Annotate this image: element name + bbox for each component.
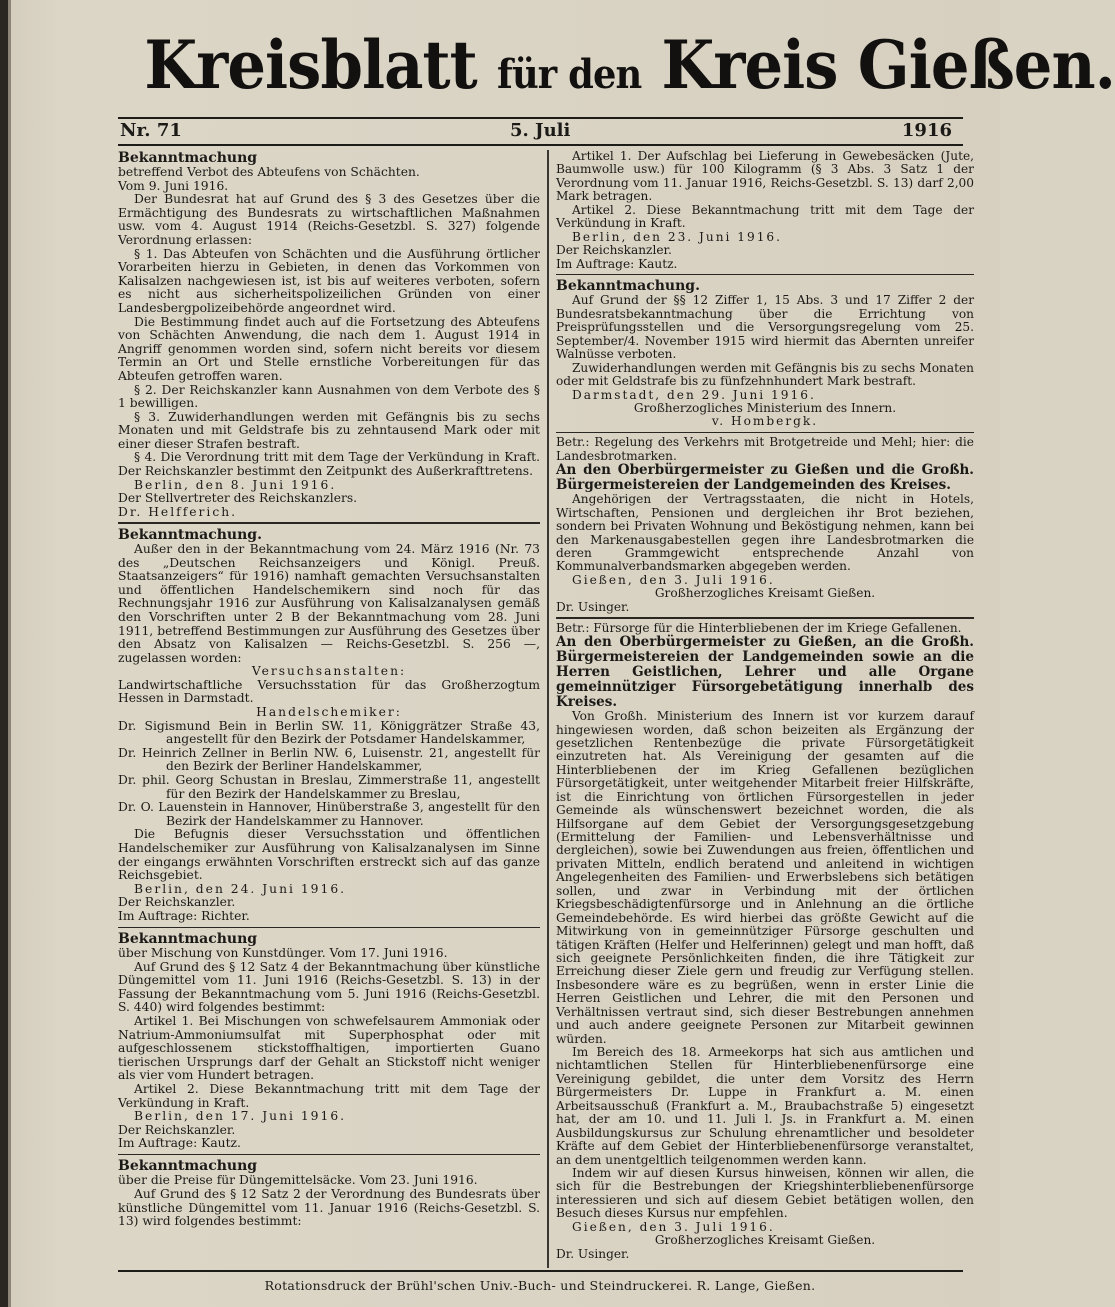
paragraph: Angehörigen der Vertragsstaaten, die nicht in Hotels, Wirtschaften, Pensionen und dergleichen ihr Brot beziehen, sondern bei Privaten Wohnung und Beköstigung nehmen, kann bei den Markenausgabestellen gegen ihre Landesbrotmarken die deren Grammgewicht entsprechende Anzahl von Kommunalverbandsmarken abgegeben werden. [556,492,974,574]
signature-title: Der Reichskanzler. [556,243,672,258]
section-rule [118,1154,540,1156]
signature-name: Dr. Helfferich. [118,504,238,519]
signature-title: Der Reichskanzler. [118,1122,236,1137]
notice-title: Bekanntmachung. [118,526,262,543]
subheading: Handelschemiker: [256,705,402,720]
signature-title: Großherzogliches Ministerium des Innern. [633,400,897,415]
notice-duengemittelsaecke [118,1158,540,1228]
subheading: Versuchsanstalten: [251,664,407,679]
addressee: An den Oberbürgermeister zu Gießen und die Großh. Bürgermeistereien der Landgemeinden des Kreises. [556,462,974,494]
place-date: Berlin, den 8. Juni 1916. [134,477,337,492]
masthead-rule-top [118,117,963,119]
paragraph: Die Befugnis dieser Versuchsstation und öffentlichen Handelschemiker zur Ausführung von Kalisalzanalysen im Sinne der eingangs erwähnten Vorschriften erstreckt sich auf das ganze Reichsgebiet. [118,827,540,883]
notice-subtitle: über die Preise für Düngemittelsäcke. Vom 23. Juni 1916. [118,1173,478,1188]
masthead [144,18,1115,113]
list-item: Dr. Sigismund Bein in Berlin SW. 11, Königgrätzer Straße 43, angestellt für den Bezirk der Potsdamer Handelskammer, [118,718,540,747]
signature-name: Im Auftrage: Kautz. [556,256,678,271]
notice-subtitle: über Mischung von Kunstdünger. Vom 17. Juni 1916. [118,946,448,961]
column-divider [547,150,549,1268]
paragraph: § 3. Zuwiderhandlungen werden mit Gefängnis bis zu sechs Monaten und mit Geldstrafe bis zu zehntausend Mark oder mit einer dieser Strafen bestraft. [118,409,540,451]
paragraph: Die Bestimmung findet auch auf die Fortsetzung des Abteufens von Schächten Anwendung, die nach dem 1. August 1914 in Angriff genommen worden sind, sofern nicht bereits vor diesem Termin an Ort und Stelle ernstliche Vorbereitungen für das Abteufen getroffen waren. [118,314,540,383]
right-column [556,150,974,1261]
paragraph: Auf Grund des § 12 Satz 2 der Verordnung des Bundesrats über künstliche Düngemittel vom 11. Januar 1916 (Reichs-Gesetzbl. S. 13) wird folgendes bestimmt: [118,1187,540,1229]
signature-title: Der Reichskanzler. [118,895,236,910]
paragraph: Im Bereich des 18. Armeekorps hat sich aus amtlichen und nichtamtlichen Stellen für Hinterbliebenenfürsorge eine Vereinigung gebildet, die unter dem Vorsitz des Herrn Bürgermeisters Dr. Luppe in Frankfurt a. M. einen Arbeitsausschuß (Frankfurt a. M., Braubachstraße 5) eingesetzt hat, der am 10. und 11. Juli l. Js. in Frankfurt a. M. einen Ausbildungskursus zur Schulung ehrenamtlicher und besoldeter Kräfte auf dem Gebiet der Hinterbliebenenfürsorge veranstaltet, an dem unentgeltlich teilgenommen werden kann. [556,1045,974,1167]
list-item: Dr. O. Lauenstein in Hannover, Hinüberstraße 3, angestellt für den Bezirk der Handelskammer zu Hannover. [118,800,540,828]
paragraph: Von Großh. Ministerium des Innern ist vor kurzem darauf hingewiesen worden, daß schon beizeiten als Ergänzung der gesetzlichen Rentenbezüge die private Fürsorgetätigkeit einzutreten hat. Als Vereinigung der gesamten auf die Hinterbliebenen der im Krieg Gefallenen bezüglichen Fürsorgetätigkeit, unter weitgehender Mitarbeit freier Hilfskräfte, ist die Einrichtung von örtlichen Fürsorgestellen in jeder Gemeinde als wünschenswert bezeichnet worden, die als Hilfsorgane auf dem Gebiet der Versorgungsgesetzgebung (Ermittelung der Familien- und Lebensverhältnisse und dergleichen), sowie bei Zuwendungen aus freien, öffentlichen und privaten Mitteln, endlich beratend und anleitend in wichtigen Angelegenheiten des Familien- und Erwerbslebens sich betätigen sollen, und zwar in Verbindung mit der örtlichen Kriegsbeschädigtenfürsorge und in Anlehnung an die örtliche Gemeindebehörde. Es wird hierbei das größte Gewicht auf die Mitwirkung von in gemeinnütziger Fürsorge geschulten und tätigen Kräften (Helfer und Helferinnen) gelegt und man hofft, daß sich geeignete Persönlichkeiten finden, die ihre Tätigkeit zur Erreichung dieser Ziele gern und freudig zur Verfügung stellen. Insbesondere wäre es zu begrüßen, wenn in erster Linie die Herren Geistlichen und Lehrer, die mit den Personen und Verhältnissen vertraut sind, sich dieser Bestrebungen annehmen und auch andere geeignete Personen zur Mitarbeit gewinnen würden. [556,709,974,1046]
addressee: An den Oberbürgermeister zu Gießen, an die Großh. Bürgermeistereien der Landgemeinden sowie an die Herren Geistlichen, Lehrer und alle Organe gemeinnütziger Fürsorgebetätigung innerhalb des Kreises. [556,634,974,711]
left-column [118,150,540,1229]
paragraph: Der Bundesrat hat auf Grund des § 3 des Gesetzes über die Ermächtigung des Bundesrats zu wirtschaftlichen Maßnahmen usw. vom 4. August 1914 (Reichs-Gesetzbl. S. 327) folgende Verordnung erlassen: [118,192,540,247]
notice-title: Bekanntmachung [118,931,258,948]
paragraph: Indem wir auf diesen Kursus hinweisen, können wir allen, die sich für die Bestrebungen der Kriegshinterbliebenenfürsorge interessieren und sich auf diesem Gebiet betätigen wollen, den Besuch dieses Kursus nur empfehlen. [556,1165,974,1221]
signature-name: Dr. Usinger. [556,599,630,614]
paragraph: Artikel 2. Diese Bekanntmachung tritt mit dem Tage der Verkündung in Kraft. [556,202,974,231]
notice-walnuesse [556,278,974,428]
notice-title: Bekanntmachung [118,150,258,166]
printer-imprint: Rotationsdruck der Brühl'schen Univ.-Buch- und Steindruckerei. R. Lange, Gießen. [264,1278,816,1293]
place-date: Berlin, den 17. Juni 1916. [134,1109,347,1124]
notice-schaechte [118,150,540,519]
paragraph: Artikel 2. Diese Bekanntmachung tritt mit dem Tage der Verkündung in Kraft. [118,1082,540,1110]
signature-title: Der Stellvertreter des Reichskanzlers. [118,491,358,506]
binding-shadow [8,0,11,1307]
paragraph: Artikel 1. Der Aufschlag bei Lieferung in Gewebesäcken (Jute, Baumwolle usw.) für 100 Kilogramm (§ 3 Abs. 3 Satz 1 der Verordnung vom 11. Januar 1916, Reichs-Gesetzbl. S. 13) darf 2,00 Mark betragen. [556,149,974,204]
place-date: Gießen, den 3. Juli 1916. [572,572,775,587]
signature-name: Im Auftrage: Kautz. [118,1136,241,1151]
signature-name: Dr. Usinger. [556,1246,630,1261]
section-rule [556,274,974,276]
notice-title: Bekanntmachung. [556,278,700,295]
list-item: Dr. Heinrich Zellner in Berlin NW. 6, Luisenstr. 21, angestellt für den Bezirk der Berliner Handelskammer, [118,745,540,774]
notice-hinterbliebenenfuersorge [556,622,974,1261]
issue-year: 1916 [901,120,952,141]
paragraph: Landwirtschaftliche Versuchsstation für das Großherzogtum Hessen in Darmstadt. [118,677,540,706]
paragraph: Außer den in der Bekanntmachung vom 24. März 1916 (Nr. 73 des „Deutschen Reichsanzeigers und Königl. Preuß. Staatsanzeigers“ für 1916) namhaft gemachten Versuchsanstalten und öffentlichen Handelschemikern sind noch für das Rechnungsjahr 1916 zur Ausführung von Kalisalzanalysen gemäß den Vorschriften unter 2 B der Bekanntmachung vom 28. Juni 1911, betreffend Bestimmungen zur Ausführung des Gesetzes über den Absatz von Kalisalzen — Reichs-Gesetzbl. S. 256 —, zugelassen worden: [118,541,540,665]
paragraph: § 2. Der Reichskanzler kann Ausnahmen von dem Verbote des § 1 bewilligen. [118,382,540,411]
paragraph: Artikel 1. Bei Mischungen von schwefelsaurem Ammoniak oder Natrium-Ammoniumsulfat mit Superphosphat oder mit aufgeschlossenem stickstoffhaltigen, importierten Guano tierischen Ursprungs darf der Gehalt an Stickstoff nicht weniger als vier vom Hundert betragen. [118,1014,540,1083]
place-date: Gießen, den 3. Juli 1916. [572,1219,775,1234]
notice-duengemittelsaecke-cont [556,150,974,271]
masthead-rule-bottom [118,144,963,146]
paragraph: Auf Grund der §§ 12 Ziffer 1, 15 Abs. 3 und 17 Ziffer 2 der Bundesratsbekanntmachung über die Errichtung von Preisprüfungsstellen und die Versorgungsregelung vom 25. September/4. November 1915 wird hiermit das Abernten unreifer Walnüsse verboten. [556,293,974,362]
chemist-list [118,720,540,829]
binding-edge [0,0,8,1307]
betreff-line: Betr.: Fürsorge für die Hinterbliebenen der im Kriege Gefallenen. [556,620,962,635]
place-date: Berlin, den 23. Juni 1916. [572,229,783,244]
signature-title: Großherzogliches Kreisamt Gießen. [654,586,876,601]
signature-name: Im Auftrage: Richter. [118,908,250,923]
masthead-fuer-den: für den [497,51,642,98]
section-rule [556,617,974,619]
notice-brotmarken [556,436,974,614]
notice-kunstduenger [118,931,540,1151]
paragraph: Zuwiderhandlungen werden mit Gefängnis bis zu sechs Monaten oder mit Geldstrafe bis zu fünfzehnhundert Mark bestraft. [556,360,974,389]
masthead-kreisblatt: Kreisblatt [144,26,477,104]
signature-name: v. Hombergk. [711,414,819,429]
issue-date: 5. Juli [510,120,571,141]
betreff-line: Betr.: Regelung des Verkehrs mit Brotgetreide und Mehl; hier: die Landesbrotmarken. [556,435,974,463]
notice-date: Vom 9. Juni 1916. [118,178,229,193]
masthead-kreis-giessen: Kreis Gießen. [661,26,1115,104]
issue-bar [118,120,960,142]
list-item: Dr. phil. Georg Schustan in Breslau, Zimmerstraße 11, angestellt für den Bezirk der Handelskammer zu Breslau, [118,773,540,801]
notice-subtitle: betreffend Verbot des Abteufens von Schächten. [118,165,420,179]
footer-rule [118,1270,963,1272]
paragraph: § 1. Das Abteufen von Schächten und die Ausführung örtlicher Vorarbeiten hierzu in Gebieten, in denen das Vorkommen von Kalisalzen nachgewiesen ist, ist bis auf weiteres verboten, sofern es nicht aus sicherheitspolizeilichen Gründen von einer Landesbergpolizeibehörde angeordnet wird. [118,246,540,315]
section-rule [118,522,540,524]
signature-title: Großherzogliches Kreisamt Gießen. [654,1233,876,1248]
paragraph: § 4. Die Verordnung tritt mit dem Tage der Verkündung in Kraft. Der Reichskanzler bestimmt den Zeitpunkt des Außerkrafttretens. [118,450,540,479]
section-rule [118,927,540,929]
place-date: Berlin, den 24. Juni 1916. [134,881,347,896]
place-date: Darmstadt, den 29. Juni 1916. [572,387,816,402]
section-rule [556,432,974,434]
notice-title: Bekanntmachung [118,1158,258,1175]
notice-kalisalzanalysen [118,527,540,924]
issue-number: Nr. 71 [120,120,182,141]
paragraph: Auf Grund des § 12 Satz 4 der Bekanntmachung über künstliche Düngemittel vom 11. Juni 1916 (Reichs-Gesetzbl. S. 13) in der Fassung der Bekanntmachung vom 5. Juni 1916 (Reichs-Gesetzbl. S. 440) wird folgendes bestimmt: [118,959,540,1015]
